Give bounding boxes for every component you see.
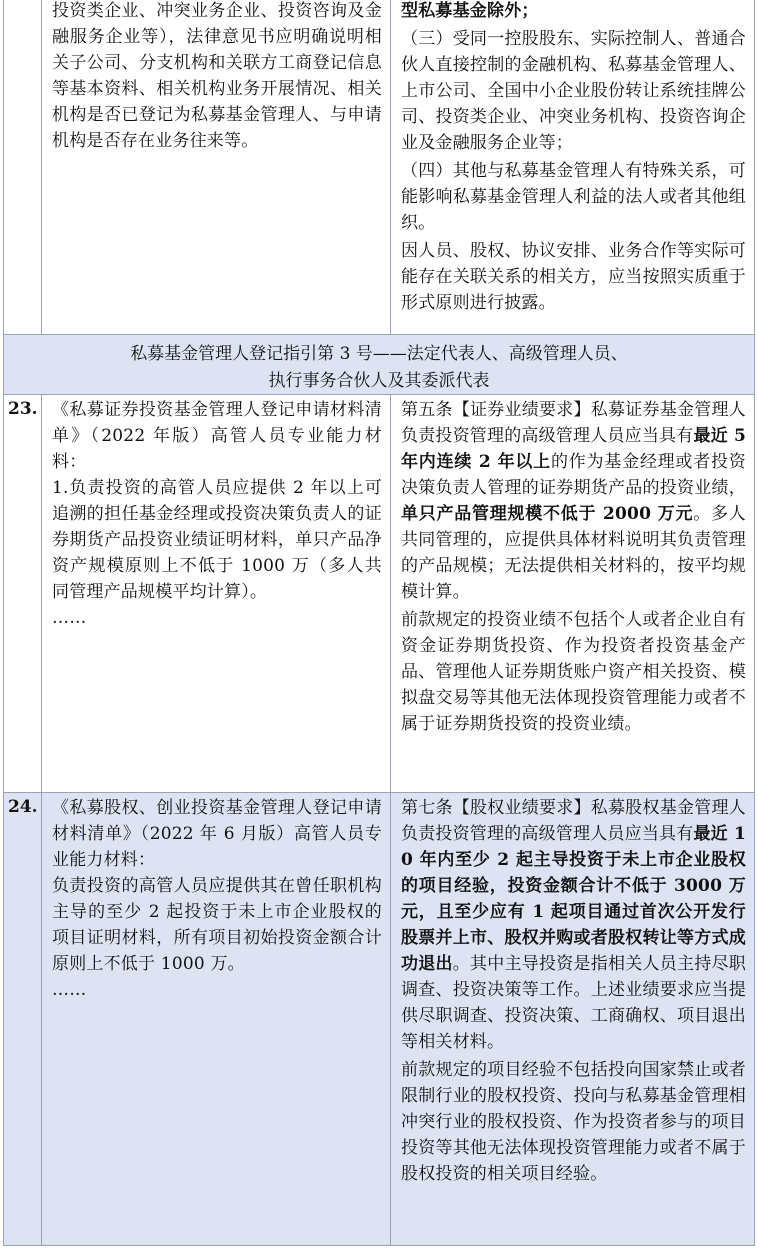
right-cell <box>390 793 755 1245</box>
right-paragraph: 前款规定的项目经验不包括投向国家禁止或者限制行业的股权投资、投向与私募基金管理相冲突行业的股权投资、作为投资者参与的项目投资等其他无法体现投资管理能力或者不属于股权投资的相关项目经验。 <box>401 1060 746 1184</box>
right-paragraph: （四）其他与私募基金管理人有特殊关系，可能影响私募基金管理人利益的法人或者其他组织。 <box>401 161 746 233</box>
right-paragraph: （三）受同一控股股东、实际控制人、普通合伙人直接控制的金融机构、私募基金管理人、上市公司、全国中小企业股份转让系统挂牌公司、投资类企业、冲突业务机构、投资咨询企业及金融服务企业等； <box>401 29 746 153</box>
left-text: 投资类企业、冲突业务企业、投资咨询及金融服务企业等），法律意见书应明确说明相关子公司、分支机构和关联方工商登记信息等基本资料、相关机构业务开展情况、相关机构是否已登记为私募基金管理人、与申请机构是否存在业务往来等。 <box>52 1 382 151</box>
section-title-line: 私募基金管理人登记指引第 3 号——法定代表人、高级管理人员、 <box>130 344 628 364</box>
right-paragraph: 因人员、股权、协议安排、业务合作等实际可能存在关联关系的相关方，应当按照实质重于形式原则进行披露。 <box>401 241 746 313</box>
left-text <box>52 795 382 1003</box>
text-run: 。多人共同管理的，应提供具体材料说明其负责管理的产品规模；无法提供相关材料的，按平均规模计算。 <box>401 504 746 602</box>
section-banner <box>3 335 755 394</box>
right-text <box>401 0 746 316</box>
table-row-continuation <box>3 0 755 334</box>
right-text <box>401 795 746 1187</box>
right-cell <box>390 0 755 334</box>
text-run: 的作为基金经理或者投资决策负责人管理的证券期货产品的投资业绩， <box>401 452 746 498</box>
number-cell <box>3 395 41 792</box>
left-paragraph: …… <box>52 608 87 628</box>
left-paragraph: 1.负责投资的高管人员应提供 2 年以上可追溯的担任基金经理或投资决策负责人的证券期货产品投资业绩证明材料，单只产品净资产规模原则上不低于 1000 万（多人共同管理产品规模平均计算）。 <box>52 478 382 602</box>
left-text <box>52 397 382 631</box>
left-paragraph: 《私募股权、创业投资基金管理人登记申请材料清单》（2022 年 6 月版）高管人员专业能力材料： <box>52 798 382 870</box>
text-run: 第五条【证券业绩要求】私募证券基金管理人负责投资管理的高级管理人员应当具有 <box>401 400 746 446</box>
left-paragraph: 《私募证券投资基金管理人登记申请材料清单》（2022 年版）高管人员专业能力材料： <box>52 400 382 472</box>
right-cell <box>390 395 755 792</box>
table-row-23 <box>3 395 755 792</box>
number-cell <box>3 0 41 334</box>
row-number: 23. <box>8 399 38 419</box>
number-cell <box>3 793 41 1245</box>
left-cell <box>41 395 390 792</box>
section-title-line: 执行事务合伙人及其委派代表 <box>268 371 490 391</box>
left-paragraph: …… <box>52 980 87 1000</box>
right-text <box>401 397 746 737</box>
row-number: 24. <box>8 797 38 817</box>
left-cell <box>41 793 390 1245</box>
right-paragraph <box>401 397 746 605</box>
right-paragraph <box>401 795 746 1055</box>
bold-text: 单只产品管理规模不低于 2000 万元 <box>401 504 694 524</box>
section-title <box>3 335 755 394</box>
left-paragraph: 负责投资的高管人员应提供其在曾任职机构主导的至少 2 起投资于未上市企业股权的项目证明材料，所有项目初始投资金额合计原则上不低于 1000 万。 <box>52 876 382 974</box>
right-paragraph: 型私募基金除外； <box>401 1 539 21</box>
bold-text: 最近 10 年内至少 2 起主导投资于未上市企业股权的项目经验，投资金额合计不低于 3000 万元，且至少应有 1 起项目通过首次公开发行股票并上市、股权并购或者股权转让等方式成功退出 <box>401 824 746 974</box>
table-row-24 <box>3 793 755 1245</box>
bold-text: 最近 5 年内连续 2 年以上 <box>401 426 746 472</box>
text-run: 。其中主导投资是指相关人员主持尽职调查、投资决策等工作。上述业绩要求应当提供尽职调查、投资决策、工商确权、项目退出等相关材料。 <box>401 954 746 1052</box>
right-paragraph: 前款规定的投资业绩不包括个人或者企业自有资金证券期货投资、作为投资者投资基金产品、管理他人证券期货账户资产相关投资、模拟盘交易等其他无法体现投资管理能力或者不属于证券期货投资的投资业绩。 <box>401 610 746 734</box>
divider <box>3 1245 755 1246</box>
left-cell <box>41 0 390 334</box>
text-run: 第七条【股权业绩要求】私募股权基金管理人负责投资管理的高级管理人员应当具有 <box>401 798 746 844</box>
